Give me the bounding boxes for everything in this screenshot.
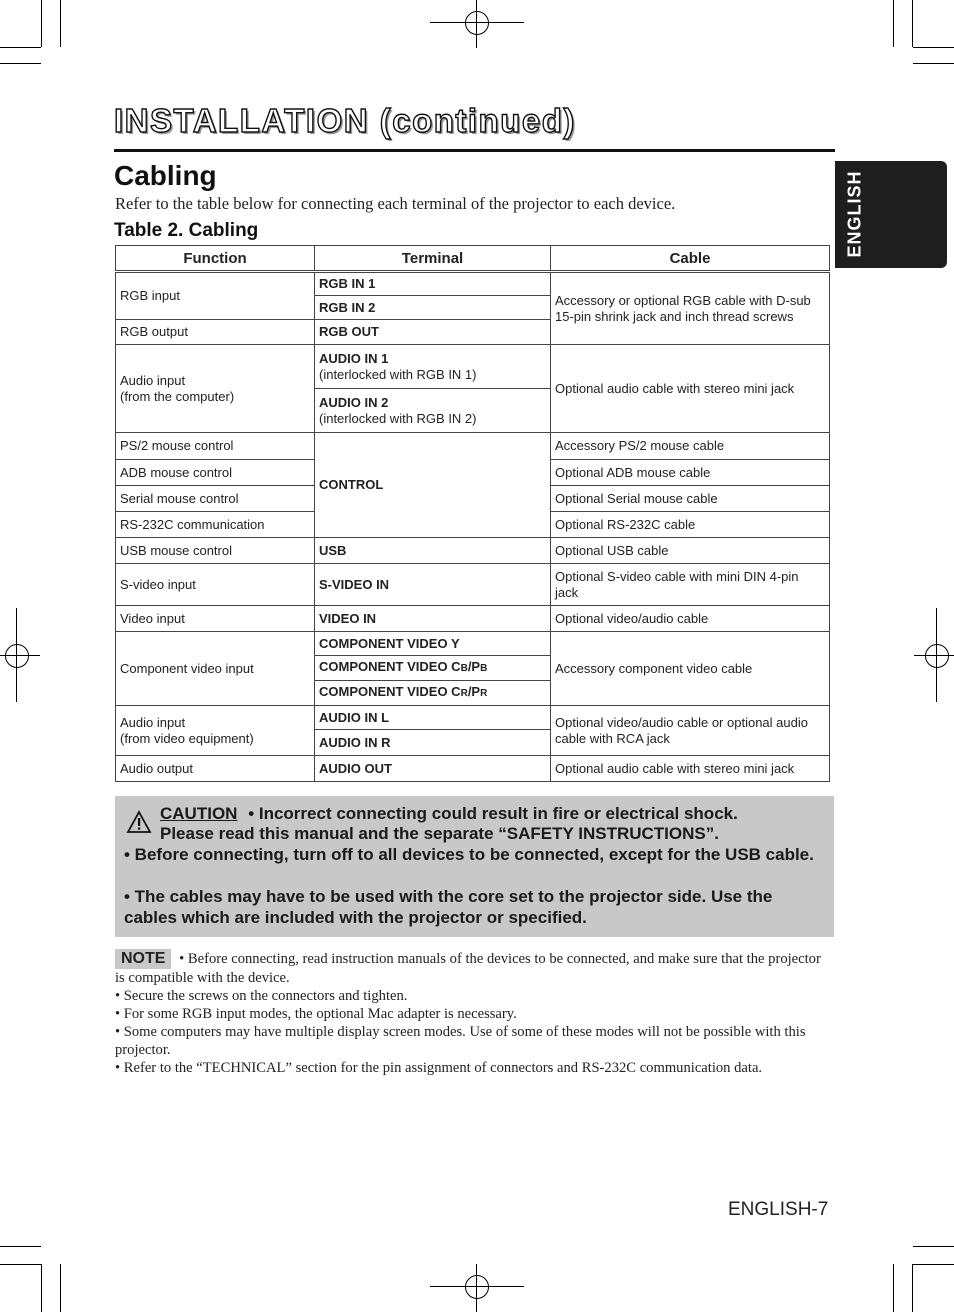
registration-mark-left [0, 608, 40, 702]
table-row [116, 756, 830, 782]
caution-text: Please read this manual and the separate “SAFETY INSTRUCTIONS”. [160, 824, 719, 843]
table-row [116, 606, 830, 632]
registration-mark-right [914, 608, 954, 702]
terminal-cell: RGB IN 1 [315, 272, 551, 296]
cable-cell: Optional S-video cable with mini DIN 4-pin jack [551, 564, 830, 606]
crop-mark [60, 1264, 61, 1312]
crop-mark [913, 1264, 954, 1265]
caution-heading [160, 804, 738, 844]
caution-paragraph: • The cables may have to be used with the core set to the projector side. Use the cables which are included with the projector or specified. [124, 887, 773, 927]
crop-mark [0, 1264, 41, 1265]
cable-cell: Optional audio cable with stereo mini jack [551, 756, 830, 782]
function-cell: ADB mouse control [116, 460, 315, 486]
terminal-note: (interlocked with RGB IN 2) [319, 410, 477, 426]
function-cell: RS-232C communication [116, 512, 315, 538]
cable-cell: Optional audio cable with stereo mini jack [551, 345, 830, 433]
registration-mark-bottom [430, 1264, 524, 1312]
cable-cell: Optional Serial mouse cable [551, 486, 830, 512]
terminal-cell: AUDIO IN L [315, 706, 551, 730]
warning-icon [126, 810, 152, 834]
terminal-cell: COMPONENT VIDEO Y [315, 632, 551, 656]
table-header-row [116, 246, 830, 272]
crop-mark [913, 1246, 954, 1247]
language-tab-label: ENGLISH [844, 170, 865, 258]
crop-mark [912, 1264, 913, 1312]
cable-cell: Optional video/audio cable or optional audio cable with RCA jack [551, 706, 830, 756]
terminal-cell: USB [315, 538, 551, 564]
terminal-cell: COMPONENT VIDEO CB/PB [315, 656, 551, 681]
caution-paragraph: • Before connecting, turn off to all devices to be connected, except for the USB cable. [124, 845, 814, 864]
terminal-cell: RGB OUT [315, 320, 551, 345]
terminal-cell [315, 345, 551, 389]
function-cell: Video input [116, 606, 315, 632]
terminal-cell: VIDEO IN [315, 606, 551, 632]
section-title: Cabling [114, 160, 217, 191]
page-number: ENGLISH-7 [728, 1199, 829, 1220]
cable-cell: Optional USB cable [551, 538, 830, 564]
table-row [116, 706, 830, 730]
crop-mark [912, 0, 913, 47]
function-cell: USB mouse control [116, 538, 315, 564]
function-cell [116, 345, 315, 433]
column-header-cable: Cable [551, 246, 830, 272]
note-section [115, 949, 830, 1077]
cable-cell: Optional video/audio cable [551, 606, 830, 632]
terminal-name: AUDIO IN 1 [319, 350, 389, 366]
table-row [116, 564, 830, 606]
table-row [116, 433, 830, 460]
cable-cell: Accessory component video cable [551, 632, 830, 706]
note-item: • Refer to the “TECHNICAL” section for the pin assignment of connectors and RS-232C communication data. [115, 1060, 763, 1076]
function-cell: Audio output [116, 756, 315, 782]
function-cell: RGB output [116, 320, 315, 345]
cable-cell: Optional ADB mouse cable [551, 460, 830, 486]
caution-label: CAUTION [160, 804, 238, 823]
cable-cell: Accessory or optional RGB cable with D-sub 15-pin shrink jack and inch thread screws [551, 272, 830, 345]
cabling-table [115, 245, 830, 782]
note-text: • Before connecting, read instruction manuals of the devices to be connected, and make sure that the projector is compatible with the device. [115, 951, 821, 986]
table-row [116, 538, 830, 564]
crop-mark [0, 47, 41, 48]
function-line: Audio input [120, 714, 186, 730]
function-cell: RGB input [116, 272, 315, 320]
terminal-cell: AUDIO IN R [315, 730, 551, 756]
header-rule [114, 149, 835, 152]
note-item: • Secure the screws on the connectors and tighten. [115, 988, 408, 1004]
crop-mark [60, 0, 61, 47]
crop-mark [0, 63, 41, 64]
terminal-cell: AUDIO OUT [315, 756, 551, 782]
cable-cell: Accessory PS/2 mouse cable [551, 433, 830, 460]
cable-cell: Optional RS-232C cable [551, 512, 830, 538]
language-tab [835, 161, 947, 268]
note-first [115, 949, 830, 987]
function-line: Audio input [120, 372, 186, 388]
note-item: • Some computers may have multiple display screen modes. Use of some of these modes will not be possible with this projector. [115, 1024, 806, 1058]
function-cell [116, 706, 315, 756]
terminal-cell [315, 389, 551, 433]
note-label: NOTE [115, 949, 171, 969]
note-item: • For some RGB input modes, the optional Mac adapter is necessary. [115, 1006, 517, 1022]
page-header-title: INSTALLATION (continued) [114, 102, 576, 139]
column-header-function: Function [116, 246, 315, 272]
terminal-name: AUDIO IN 2 [319, 394, 389, 410]
caution-text: • Incorrect connecting could result in fire or electrical shock. [248, 804, 738, 823]
crop-mark [41, 1264, 42, 1312]
crop-mark [893, 1264, 894, 1312]
terminal-cell: RGB IN 2 [315, 296, 551, 320]
table-caption: Table 2. Cabling [114, 220, 259, 241]
column-header-terminal: Terminal [315, 246, 551, 272]
function-cell: Component video input [116, 632, 315, 706]
crop-mark [41, 0, 42, 47]
function-cell: S-video input [116, 564, 315, 606]
section-intro: Refer to the table below for connecting each terminal of the projector to each device. [115, 194, 676, 213]
crop-mark [913, 63, 954, 64]
table-row [116, 345, 830, 389]
registration-mark-top [430, 0, 524, 48]
table-row [116, 272, 830, 296]
function-line: (from the computer) [120, 388, 235, 404]
crop-mark [913, 47, 954, 48]
terminal-cell: COMPONENT VIDEO CR/PR [315, 681, 551, 706]
terminal-cell: CONTROL [315, 433, 551, 538]
terminal-cell: S-VIDEO IN [315, 564, 551, 606]
function-line: (from video equipment) [120, 730, 254, 746]
terminal-note: (interlocked with RGB IN 1) [319, 366, 477, 382]
caution-box [115, 796, 834, 937]
crop-mark [0, 1246, 41, 1247]
function-cell: PS/2 mouse control [116, 433, 315, 460]
table-row [116, 632, 830, 656]
function-cell: Serial mouse control [116, 486, 315, 512]
crop-mark [893, 0, 894, 47]
